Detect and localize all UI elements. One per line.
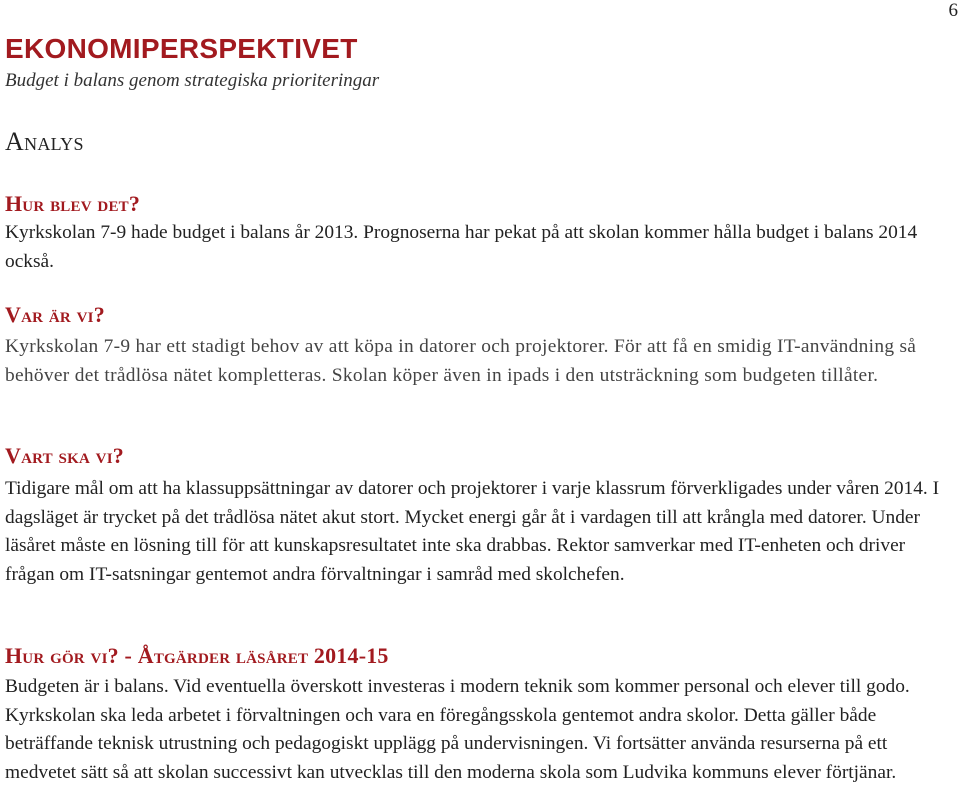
page-number: 6 bbox=[948, 0, 958, 21]
document-title: EKONOMIPERSPEKTIVET bbox=[5, 33, 358, 64]
document-subtitle: Budget i balans genom strategiska prioriteringar bbox=[5, 70, 380, 91]
paragraph-hur-gor-vi: Budgeten är i balans. Vid eventuella överskott investeras i modern teknik som kommer personal och elever till godo. Kyrkskolan ska leda arbetet i förvaltningen och vara en föregångsskola gentemot andra skolor. Detta gäller både beträffande teknisk utrustning och pedagogiskt upplägg på undervisningen. Vi fortsätter använda resurserna på ett medvetet sätt så att skolan successivt kan utvecklas till den moderna skola som Ludvika kommuns elever förtjänar. bbox=[5, 676, 910, 783]
paragraph-hur-blev-det: Kyrkskolan 7-9 hade budget i balans år 2013. Prognoserna har pekat på att skolan kommer hålla budget i balans 2014 också. bbox=[5, 222, 918, 272]
paragraph-vart-ska-vi: Tidigare mål om att ha klassuppsättningar av datorer och projektorer i varje klassrum förverkligades under våren 2014. I dagsläget är trycket på det trådlösa nätet akut stort. Mycket energi går åt i vardagen till att krångla med datorer. Under läsåret måste en lösning till för att kunskapsresultatet inte ska drabbas. Rektor samverkar med IT-enheten och driver frågan om IT-satsningar gentemot andra förvaltningar i samråd med skolchefen. bbox=[5, 478, 940, 585]
paragraph-var-ar-vi: Kyrkskolan 7-9 har ett stadigt behov av att köpa in datorer och projektorer. För att få en smidig IT-användning så behöver det trådlösa nätet kompletteras. Skolan köper även in ipads i den utsträckning som budgeten tillåter. bbox=[5, 336, 917, 386]
heading-var-ar-vi: Var är vi? bbox=[5, 302, 105, 327]
section-title: Analys bbox=[5, 127, 84, 156]
heading-hur-gor-vi: Hur gör vi? - Åtgärder läsåret 2014-15 bbox=[5, 643, 389, 668]
heading-hur-blev-det: Hur blev det? bbox=[5, 191, 141, 216]
heading-vart-ska-vi: Vart ska vi? bbox=[5, 443, 124, 468]
